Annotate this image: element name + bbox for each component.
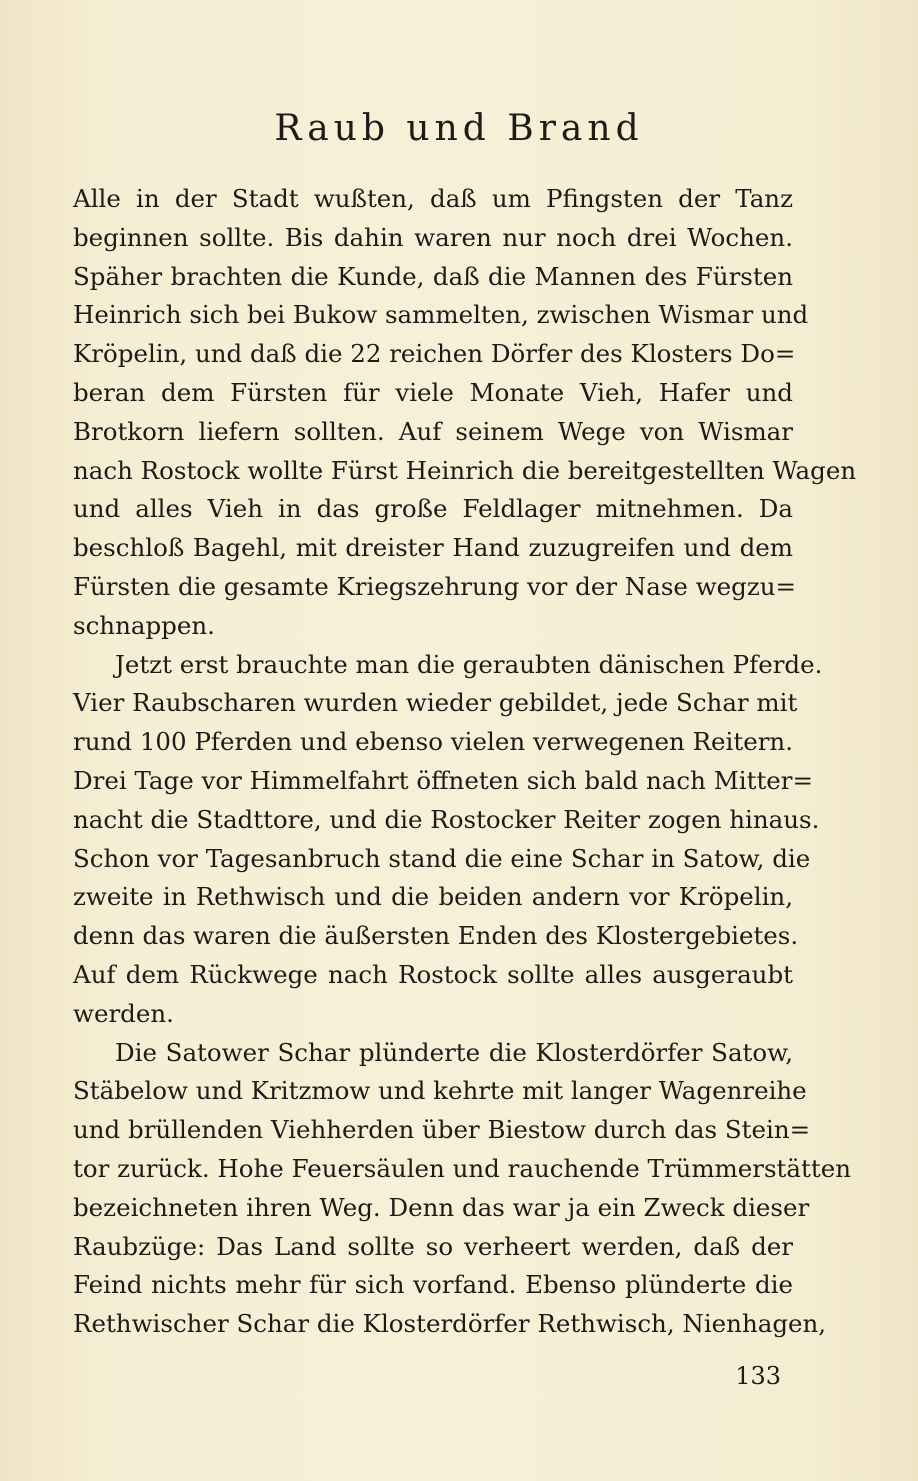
- text-line: Kröpelin, und daß die 22 reichen Dörfer des Klosters Do=: [73, 339, 796, 369]
- text-line: werden.: [73, 998, 174, 1028]
- text-line: Heinrich sich bei Bukow sammelten, zwischen Wismar und: [73, 300, 809, 330]
- text-line: Alle in der Stadt wußten, daß um Pfingsten der Tanz: [73, 184, 793, 213]
- text-line: Schon vor Tagesanbruch stand die eine Schar in Satow, die: [73, 843, 811, 873]
- paragraph-1: [73, 180, 857, 646]
- text-line: Raubzüge: Das Land sollte so verheert werden, daß der: [73, 1231, 793, 1261]
- text-line: nach Rostock wollte Fürst Heinrich die bereitgestellten Wagen: [73, 455, 857, 485]
- chapter-title: Raub und Brand: [274, 108, 644, 149]
- text-line: Feind nichts mehr für sich vorfand. Ebenso plünderte die: [73, 1270, 793, 1300]
- text-line: beran dem Fürsten für viele Monate Vieh, Hafer und: [73, 377, 793, 407]
- text-line: Auf dem Rückwege nach Rostock sollte alles ausgeraubt: [73, 959, 793, 989]
- text-line: Rethwischer Schar die Klosterdörfer Rethwisch, Nienhagen,: [73, 1309, 827, 1339]
- paragraph-3: [73, 1034, 851, 1344]
- text-line: Jetzt erst brauchte man die geraubten dänischen Pferde.: [115, 649, 823, 679]
- paragraph-2: [73, 646, 823, 1034]
- text-line: tor zurück. Hohe Feuersäulen und rauchende Trümmerstätten: [73, 1153, 851, 1183]
- text-line: Stäbelow und Kritzmow und kehrte mit langer Wagenreihe: [73, 1076, 807, 1106]
- text-line: schnappen.: [73, 610, 215, 640]
- text-line: nacht die Stadttore, und die Rostocker Reiter zogen hinaus.: [73, 804, 820, 834]
- text-line: rund 100 Pferden und ebenso vielen verwegenen Reitern.: [73, 727, 793, 757]
- text-line: beschloß Bagehl, mit dreister Hand zuzugreifen und dem: [73, 533, 793, 563]
- text-line: Drei Tage vor Himmelfahrt öffneten sich bald nach Mitter=: [73, 765, 814, 795]
- text-line: bezeichneten ihren Weg. Denn das war ja ein Zweck dieser: [73, 1192, 810, 1222]
- text-line: Fürsten die gesamte Kriegszehrung vor der Nase wegzu=: [73, 571, 797, 601]
- text-line: denn das waren die äußersten Enden des Klostergebietes.: [73, 921, 799, 951]
- text-line: beginnen sollte. Bis dahin waren nur noch drei Wochen.: [73, 222, 793, 252]
- text-line: und alles Vieh in das große Feldlager mitnehmen. Da: [73, 494, 793, 524]
- text-line: Die Satower Schar plünderte die Klosterdörfer Satow,: [115, 1037, 793, 1067]
- text-line: Brotkorn liefern sollten. Auf seinem Wege von Wismar: [73, 416, 793, 446]
- text-line: Vier Raubscharen wurden wieder gebildet, jede Schar mit: [73, 688, 798, 718]
- text-line: Späher brachten die Kunde, daß die Mannen des Fürsten: [73, 261, 793, 291]
- page-number: 133: [735, 1362, 781, 1390]
- text-line: und brüllenden Viehherden über Biestow durch das Stein=: [73, 1115, 811, 1145]
- body-text: [73, 180, 857, 1344]
- text-line: zweite in Rethwisch und die beiden andern vor Kröpelin,: [73, 882, 793, 912]
